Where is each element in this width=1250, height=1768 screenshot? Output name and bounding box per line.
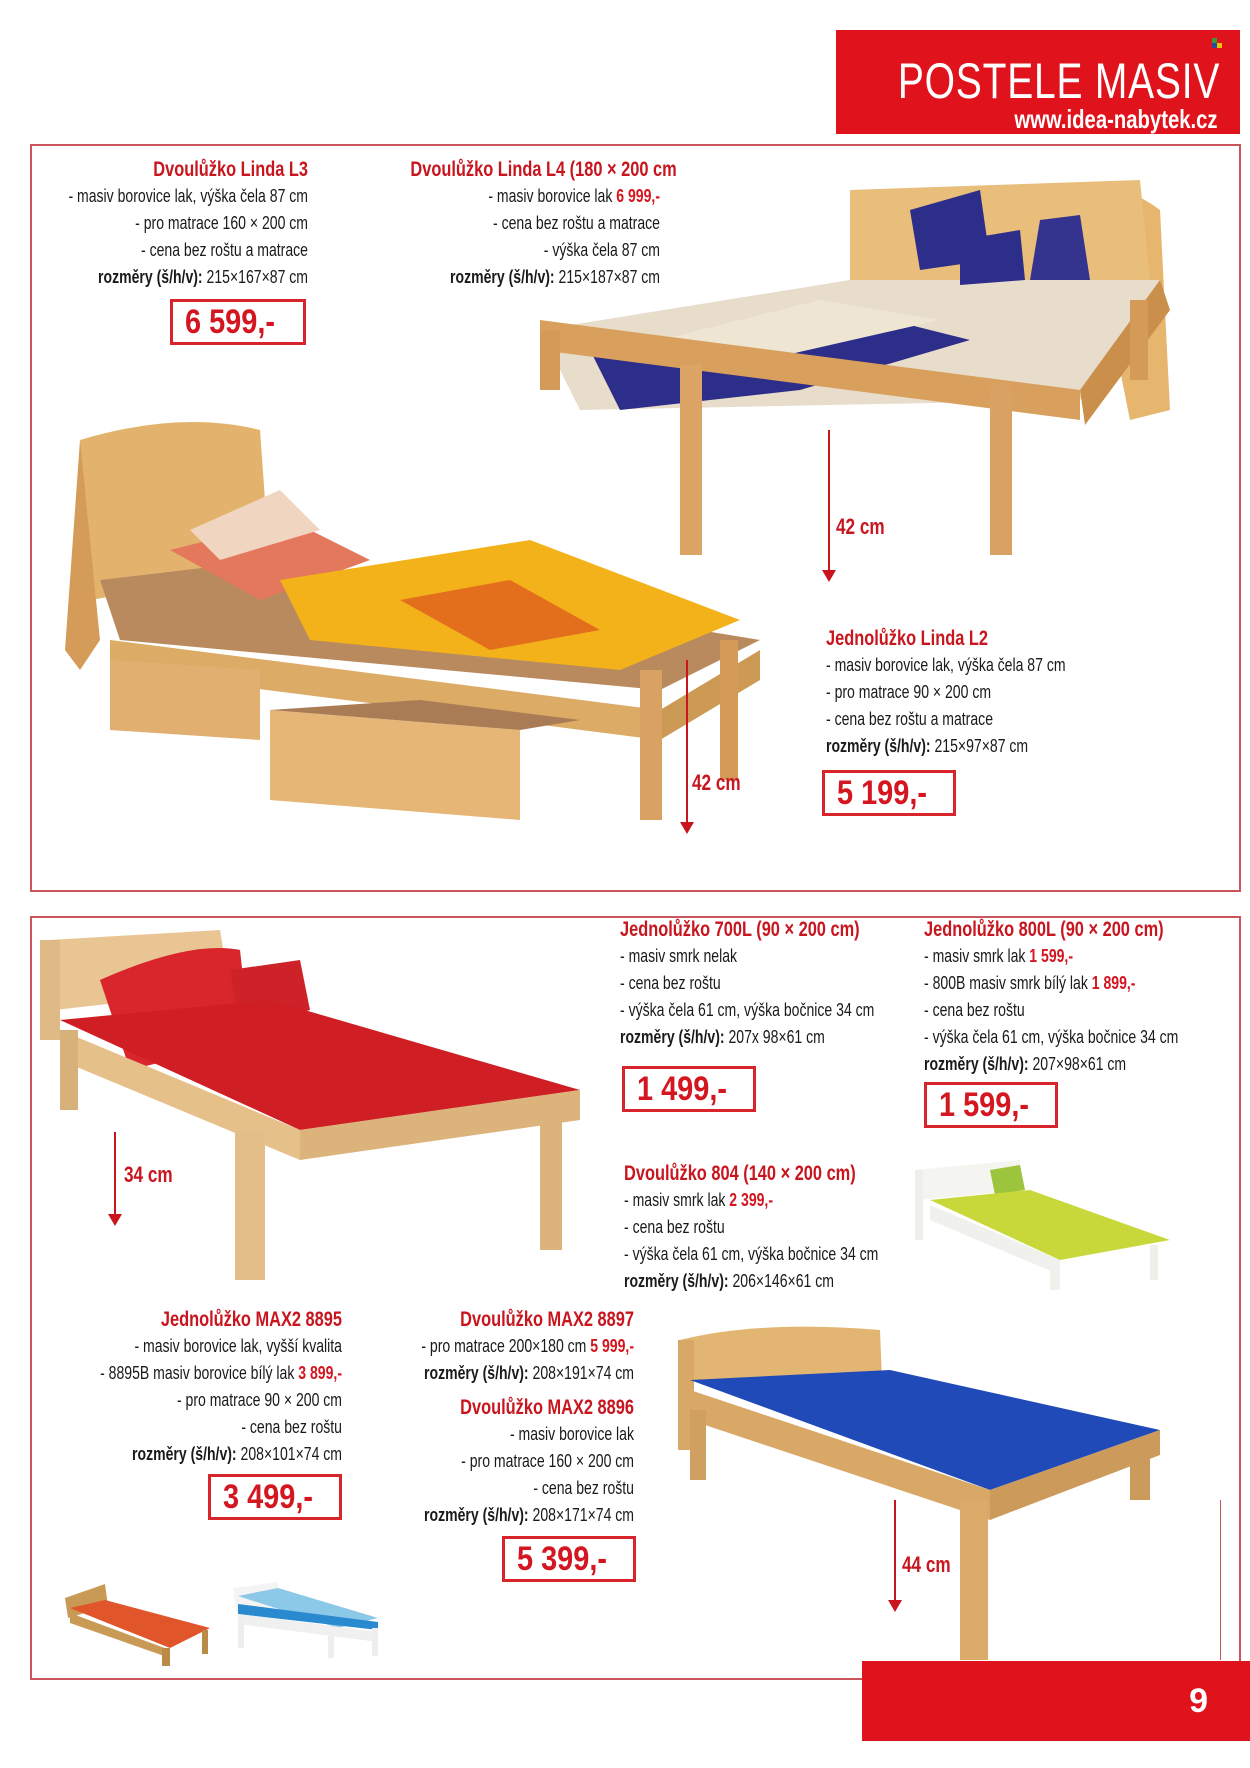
dims-value: 208×171×74 cm	[528, 1505, 634, 1525]
spec-line: - masiv borovice lak	[509, 1424, 634, 1444]
inline-price: 3 899,-	[298, 1363, 342, 1383]
spec-line: - cena bez roštu	[924, 1000, 1025, 1020]
spec-line: - cena bez roštu	[533, 1478, 634, 1498]
height-marker-700l: 34 cm	[124, 1162, 173, 1187]
bed-photo-linda-l2	[60, 410, 780, 830]
spec-line: - masiv borovice lak, výška čela 87 cm	[826, 655, 1066, 675]
product-800l	[924, 916, 1244, 1078]
height-marker-l2: 42 cm	[692, 770, 741, 795]
inline-price: 1 599,-	[1029, 946, 1074, 966]
product-title: Dvoulůžko Linda L4 (180 × 200 cm	[410, 158, 677, 181]
spec-line: - masiv smrk lak	[624, 1190, 730, 1210]
height-arrow-l4	[828, 430, 830, 580]
spec-line: - cena bez roštu	[624, 1217, 725, 1237]
dims-value: 208×101×74 cm	[236, 1444, 342, 1464]
spec-line: - masiv smrk nelak	[620, 946, 738, 966]
inline-price: 6 999,-	[616, 186, 660, 206]
page-number: 9	[862, 1661, 1250, 1741]
product-title: Dvoulůžko MAX2 8896	[460, 1396, 634, 1419]
inline-price: 5 999,-	[590, 1336, 634, 1356]
dims-label: rozměry (š/h/v):	[624, 1271, 729, 1291]
price-box-max2-8895: 3 499,-	[208, 1474, 342, 1520]
product-804	[624, 1160, 944, 1295]
price-box-800l: 1 599,-	[924, 1082, 1058, 1128]
spec-line: - cena bez roštu	[620, 973, 721, 993]
spec-line: - výška čela 87 cm	[543, 240, 660, 260]
bed-photo-max2-8895-pine	[60, 1578, 220, 1668]
spec-line: - výška čela 61 cm, výška bočnice 34 cm	[620, 1000, 875, 1020]
price-box-700l: 1 499,-	[622, 1066, 756, 1112]
product-max2-8897	[334, 1306, 634, 1387]
spec-line: - výška čela 61 cm, výška bočnice 34 cm	[624, 1244, 879, 1264]
product-title: Jednolůžko Linda L2	[826, 627, 988, 650]
dims-label: rozměry (š/h/v):	[132, 1444, 237, 1464]
bed-photo-804	[910, 1150, 1180, 1290]
product-title: Dvoulůžko MAX2 8897	[460, 1308, 634, 1331]
dims-label: rozměry (š/h/v):	[924, 1054, 1029, 1074]
product-title: Jednolůžko MAX2 8895	[160, 1308, 342, 1331]
spec-line: - pro matrace 90 × 200 cm	[826, 682, 992, 702]
dims-value: 215×97×87 cm	[930, 736, 1029, 756]
product-linda-l4	[340, 156, 677, 291]
product-title: Dvoulůžko Linda L3	[153, 158, 308, 181]
spec-line: - masiv borovice lak, vyšší kvalita	[134, 1336, 342, 1356]
spec-line: - cena bez roštu a matrace	[826, 709, 994, 729]
product-700l	[620, 916, 940, 1051]
page-title: POSTELE MASIV	[897, 53, 1220, 109]
dims-label: rozměry (š/h/v):	[450, 267, 555, 287]
height-arrow-700l	[114, 1132, 116, 1224]
spec-line: - masiv borovice lak	[488, 186, 617, 206]
spec-line: - pro matrace 160 × 200 cm	[135, 213, 308, 233]
spec-line: - pro matrace 160 × 200 cm	[461, 1451, 634, 1471]
height-arrow-l2	[686, 660, 688, 832]
dims-value: 215×167×87 cm	[202, 267, 308, 287]
dims-value: 207x 98×61 cm	[724, 1027, 825, 1047]
product-title: Jednolůžko 700L (90 × 200 cm)	[620, 918, 860, 941]
spec-line: - cena bez roštu a matrace	[492, 213, 660, 233]
bed-photo-max2-8896	[660, 1320, 1180, 1660]
spec-line: - masiv borovice lak, výška čela 87 cm	[68, 186, 308, 206]
website-link[interactable]: www.idea-nabytek.cz	[1014, 104, 1218, 134]
spec-line: - cena bez roštu	[241, 1417, 342, 1437]
spec-line: - 800B masiv smrk bílý lak	[924, 973, 1092, 993]
product-linda-l3	[0, 156, 308, 291]
dims-label: rozměry (š/h/v):	[98, 267, 203, 287]
spec-line: - cena bez roštu a matrace	[140, 240, 308, 260]
spec-line: - 8895B masiv borovice bílý lak	[100, 1363, 299, 1383]
product-max2-8895	[2, 1306, 342, 1468]
spec-line: - pro matrace 200×180 cm	[421, 1336, 591, 1356]
height-marker-max2: 44 cm	[902, 1552, 951, 1577]
header-banner	[836, 30, 1240, 134]
height-arrow-max2	[894, 1500, 896, 1610]
price-box-linda-l3: 6 599,-	[170, 299, 306, 345]
dims-label: rozměry (š/h/v):	[826, 736, 931, 756]
product-linda-l2	[826, 625, 1226, 760]
dims-value: 207×98×61 cm	[1028, 1054, 1127, 1074]
inline-price: 1 899,-	[1091, 973, 1136, 993]
product-title: Jednolůžko 800L (90 × 200 cm)	[924, 918, 1164, 941]
dims-value: 208×191×74 cm	[528, 1363, 634, 1383]
dims-label: rozměry (š/h/v):	[424, 1505, 529, 1525]
bed-photo-max2-8895-white	[228, 1578, 388, 1658]
spec-line: - masiv smrk lak	[924, 946, 1030, 966]
dims-value: 206×146×61 cm	[728, 1271, 834, 1291]
dims-label: rozměry (š/h/v):	[424, 1363, 529, 1383]
spec-line: - pro matrace 90 × 200 cm	[176, 1390, 342, 1410]
product-max2-8896	[334, 1394, 634, 1529]
spec-line: - výška čela 61 cm, výška bočnice 34 cm	[924, 1027, 1179, 1047]
dims-value: 215×187×87 cm	[554, 267, 660, 287]
height-marker-l4: 42 cm	[836, 514, 885, 539]
price-box-linda-l2: 5 199,-	[822, 770, 956, 816]
bed-photo-700l	[40, 920, 600, 1290]
logo-icon	[1212, 38, 1222, 48]
vertical-guide-line	[1220, 1500, 1221, 1660]
product-title: Dvoulůžko 804 (140 × 200 cm)	[624, 1162, 856, 1185]
price-box-max2-8896: 5 399,-	[502, 1536, 636, 1582]
inline-price: 2 399,-	[729, 1190, 774, 1210]
dims-label: rozměry (š/h/v):	[620, 1027, 725, 1047]
